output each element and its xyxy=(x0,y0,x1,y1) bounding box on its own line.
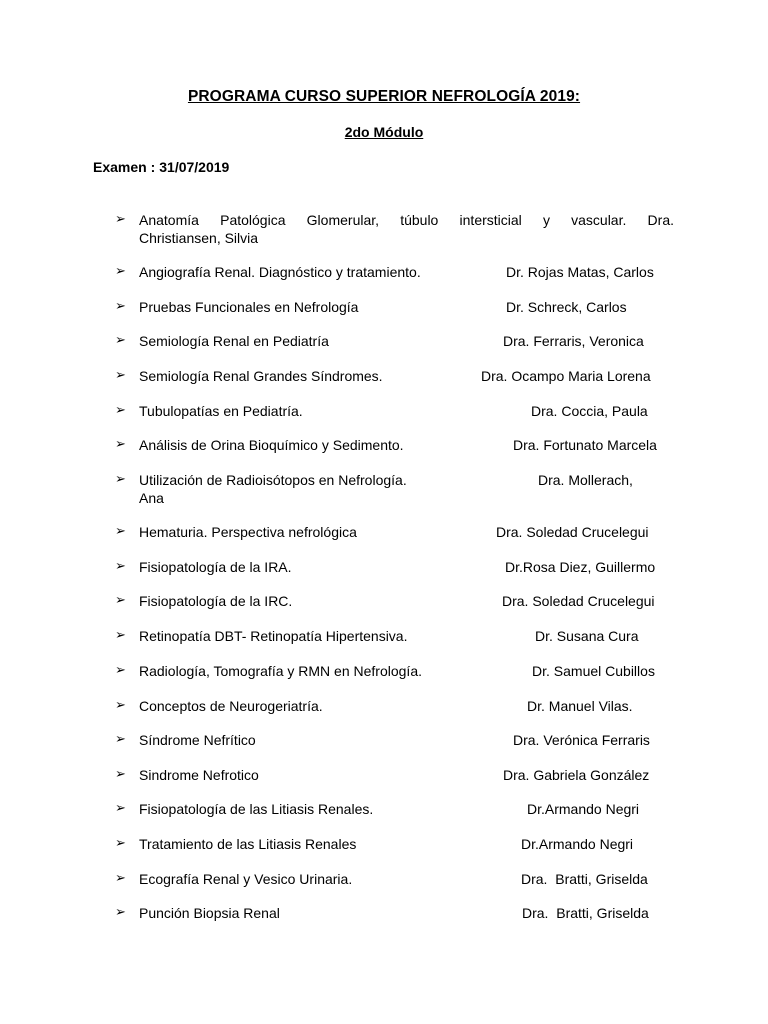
topic-text: Sindrome Nefrotico xyxy=(139,767,259,783)
arrow-bullet-icon: ➢ xyxy=(115,212,126,227)
speaker-name: Dra. Bratti, Griselda xyxy=(521,871,648,887)
topic-text: Fisiopatología de la IRC. xyxy=(139,593,293,609)
speaker-name: Dra. Gabriela González xyxy=(503,767,650,783)
topic-text: Semiología Renal en Pediatría xyxy=(139,333,329,349)
speaker-name: Dra. Fortunato Marcela xyxy=(513,437,657,453)
arrow-bullet-icon: ➢ xyxy=(115,264,126,279)
topic-text: Fisiopatología de la IRA. xyxy=(139,559,292,575)
topic-word: intersticial xyxy=(459,212,522,228)
topic-text: Utilización de Radioisótopos en Nefrología. xyxy=(139,472,407,488)
speaker-name: Dr. Susana Cura xyxy=(535,628,639,644)
topic-word: Patológica xyxy=(220,212,286,228)
topic-word: Anatomía xyxy=(139,212,199,228)
speaker-name: Dr. Samuel Cubillos xyxy=(532,663,655,679)
speaker-name: Dra. Verónica Ferraris xyxy=(513,732,650,748)
arrow-bullet-icon: ➢ xyxy=(115,437,126,452)
arrow-bullet-icon: ➢ xyxy=(115,472,126,487)
arrow-bullet-icon: ➢ xyxy=(115,403,126,418)
topic-text: Síndrome Nefrítico xyxy=(139,732,256,748)
speaker-name: Dra. Bratti, Griselda xyxy=(522,905,649,921)
topic-text: Angiografía Renal. Diagnóstico y tratamiento. xyxy=(139,264,421,280)
topic-text: Fisiopatología de las Litiasis Renales. xyxy=(139,801,374,817)
arrow-bullet-icon: ➢ xyxy=(115,333,126,348)
exam-label: Examen : xyxy=(93,159,156,175)
topic-text: Conceptos de Neurogeriatría. xyxy=(139,698,323,714)
arrow-bullet-icon: ➢ xyxy=(115,767,126,782)
module-subtitle: 2do Módulo xyxy=(344,124,424,140)
topic-justified-line xyxy=(139,211,674,229)
document-title: PROGRAMA CURSO SUPERIOR NEFROLOGÍA 2019: xyxy=(187,88,581,105)
topic-text: Análisis de Orina Bioquímico y Sedimento. xyxy=(139,437,404,453)
arrow-bullet-icon: ➢ xyxy=(115,628,126,643)
speaker-name: Dr. Rojas Matas, Carlos xyxy=(506,264,654,280)
topic-word: Glomerular, xyxy=(306,212,380,228)
speaker-name: Dra. Soledad Crucelegui xyxy=(502,593,655,609)
arrow-bullet-icon: ➢ xyxy=(115,593,126,608)
speaker-name: Dra. Ocampo Maria Lorena xyxy=(481,368,651,384)
speaker-name: Dra. Coccia, Paula xyxy=(531,403,648,419)
arrow-bullet-icon: ➢ xyxy=(115,299,126,314)
topic-text: Hematuria. Perspectiva nefrológica xyxy=(139,524,357,540)
arrow-bullet-icon: ➢ xyxy=(115,559,126,574)
arrow-bullet-icon: ➢ xyxy=(115,836,126,851)
arrow-bullet-icon: ➢ xyxy=(115,698,126,713)
speaker-name: Dr.Rosa Diez, Guillermo xyxy=(505,559,656,575)
arrow-bullet-icon: ➢ xyxy=(115,368,126,383)
topic-word: vascular. xyxy=(571,212,627,228)
arrow-bullet-icon: ➢ xyxy=(115,905,126,920)
topic-text: Ecografía Renal y Vesico Urinaria. xyxy=(139,871,353,887)
arrow-bullet-icon: ➢ xyxy=(115,732,126,747)
topic-word: y xyxy=(542,212,550,228)
topic-text: Pruebas Funcionales en Nefrología xyxy=(139,299,359,315)
topic-word: Dra. xyxy=(647,212,674,228)
topic-text: Tubulopatías en Pediatría. xyxy=(139,403,303,419)
topic-text: Tratamiento de las Litiasis Renales xyxy=(139,836,357,852)
topic-text: Semiología Renal Grandes Síndromes. xyxy=(139,368,383,384)
exam-date: 31/07/2019 xyxy=(159,159,230,175)
speaker-name: Dr.Armando Negri xyxy=(521,836,634,852)
speaker-continuation: Christiansen, Silvia xyxy=(139,230,259,246)
arrow-bullet-icon: ➢ xyxy=(115,524,126,539)
speaker-name: Dr. Manuel Vilas. xyxy=(527,698,633,714)
speaker-continuation: Ana xyxy=(139,490,164,506)
speaker-name: Dra. Ferraris, Veronica xyxy=(503,333,644,349)
speaker-name: Dr.Armando Negri xyxy=(527,801,640,817)
topic-text: Punción Biopsia Renal xyxy=(139,905,280,921)
speaker-name: Dra. Mollerach, xyxy=(538,472,633,488)
speaker-name: Dra. Soledad Crucelegui xyxy=(496,524,649,540)
exam-line xyxy=(93,159,229,175)
topic-word: túbulo xyxy=(400,212,439,228)
topic-text: Radiología, Tomografía y RMN en Nefrología. xyxy=(139,663,422,679)
arrow-bullet-icon: ➢ xyxy=(115,663,126,678)
arrow-bullet-icon: ➢ xyxy=(115,871,126,886)
speaker-name: Dr. Schreck, Carlos xyxy=(506,299,627,315)
arrow-bullet-icon: ➢ xyxy=(115,801,126,816)
topic-text: Retinopatía DBT- Retinopatía Hipertensiva. xyxy=(139,628,408,644)
